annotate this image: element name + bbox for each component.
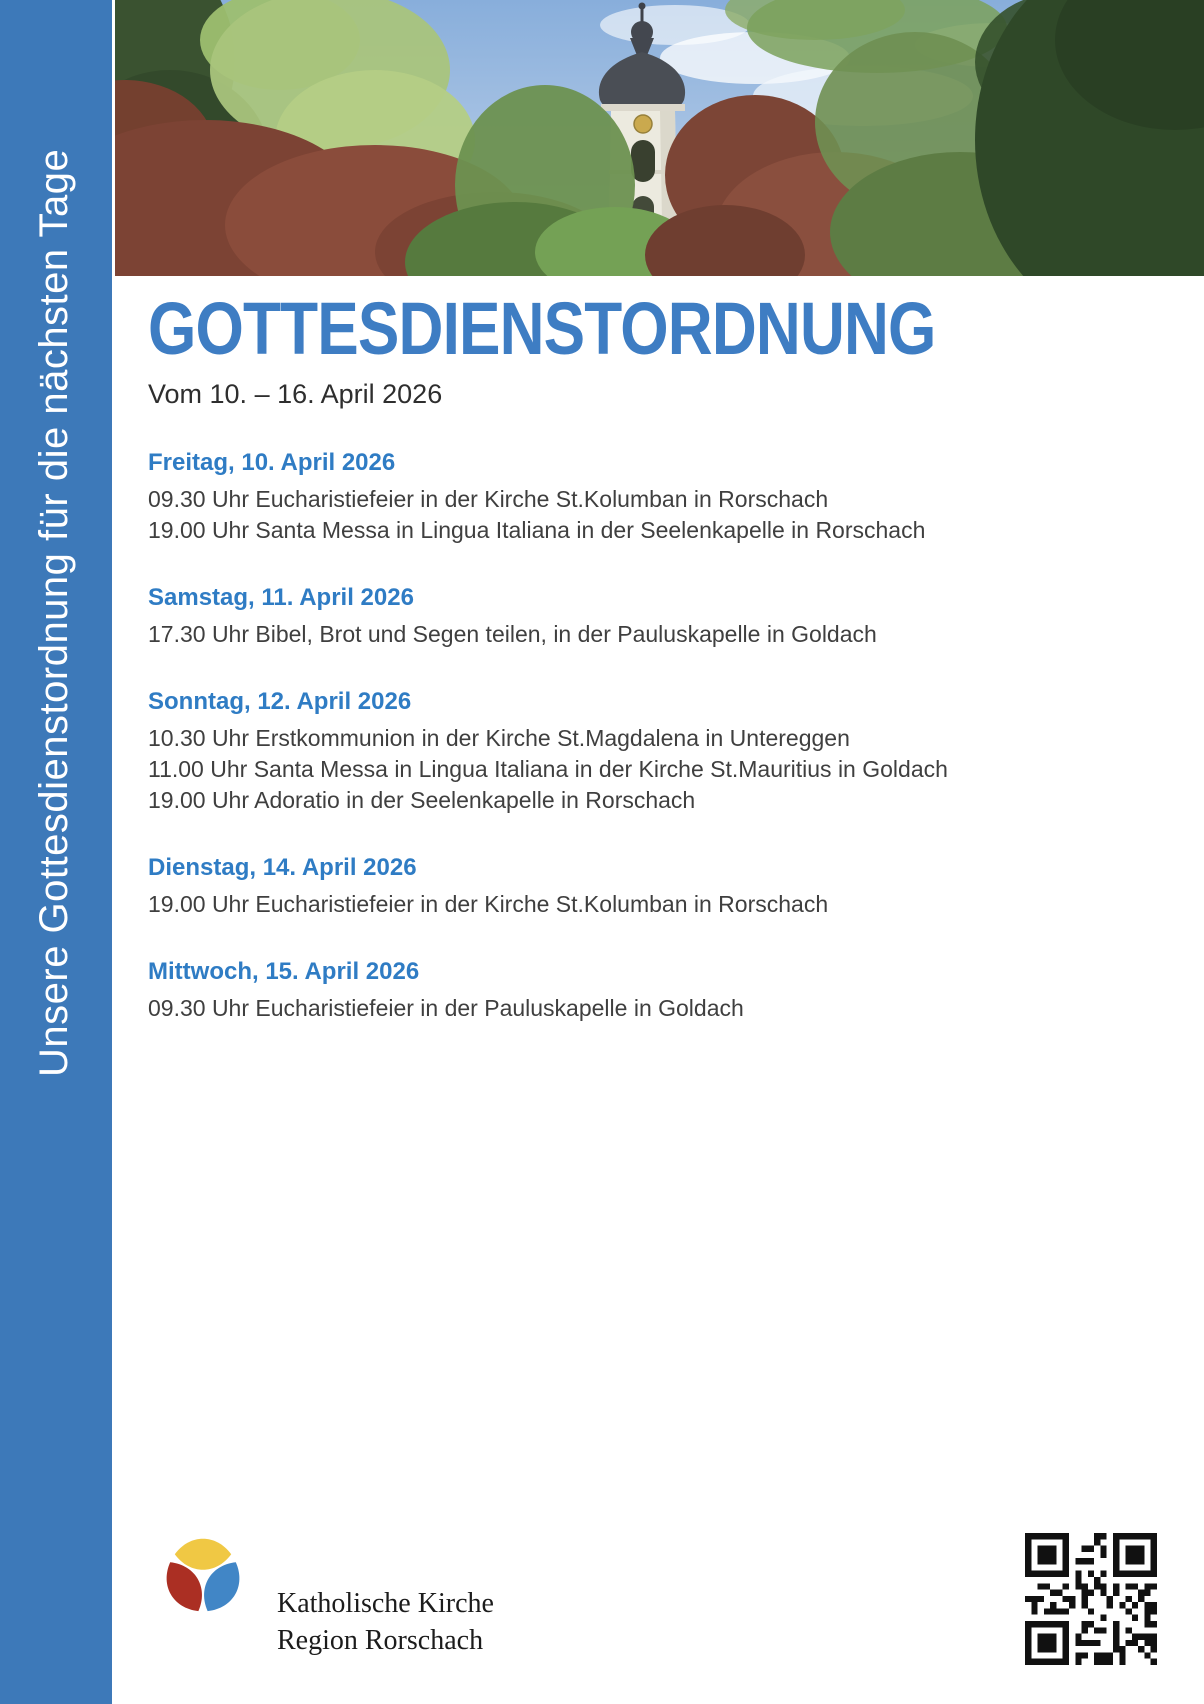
sidebar-vertical-text: Unsere Gottesdienstordnung für die nächsten Tage (32, 148, 76, 1077)
schedule (148, 448, 1088, 1061)
service-entry: 11.00 Uhr Santa Messa in Lingua Italiana in der Kirche St.Mauritius in Goldach (148, 756, 948, 782)
day-heading: Mittwoch, 15. April 2026 (148, 958, 420, 985)
organization-name-line1: Katholische Kirche (277, 1588, 494, 1619)
day-section (148, 853, 1088, 920)
day-heading: Sonntag, 12. April 2026 (148, 688, 412, 715)
organization-name (277, 1585, 494, 1659)
service-entry: 19.00 Uhr Eucharistiefeier in der Kirche St.Kolumban in Rorschach (148, 891, 829, 917)
service-entry: 17.30 Uhr Bibel, Brot und Segen teilen, in der Pauluskapelle in Goldach (148, 621, 877, 647)
church-tower-photo-illustration (115, 0, 1204, 276)
sidebar-band (0, 0, 112, 1704)
day-section (148, 957, 1088, 1024)
day-section (148, 583, 1088, 650)
service-entry: 09.30 Uhr Eucharistiefeier in der Kirche St.Kolumban in Rorschach (148, 486, 829, 512)
service-entry: 19.00 Uhr Adoratio in der Seelenkapelle in Rorschach (148, 787, 696, 813)
service-entry: 10.30 Uhr Erstkommunion in der Kirche St.Magdalena in Untereggen (148, 725, 850, 751)
region-rorschach-logo (156, 1527, 250, 1621)
logo-petal-yellow (175, 1539, 231, 1570)
qr-code (1025, 1533, 1157, 1665)
day-heading: Freitag, 10. April 2026 (148, 449, 396, 476)
page-subtitle: Vom 10. – 16. April 2026 (148, 379, 443, 409)
service-entry: 19.00 Uhr Santa Messa in Lingua Italiana in der Seelenkapelle in Rorschach (148, 517, 926, 543)
header-photo (115, 0, 1204, 276)
page-title: GOTTESDIENSTORDNUNG (148, 287, 936, 370)
day-section (148, 448, 1088, 546)
organization-name-line2: Region Rorschach (277, 1625, 484, 1656)
day-heading: Samstag, 11. April 2026 (148, 584, 414, 611)
service-entry: 09.30 Uhr Eucharistiefeier in der Pauluskapelle in Goldach (148, 995, 744, 1021)
day-section (148, 687, 1088, 816)
day-heading: Dienstag, 14. April 2026 (148, 854, 417, 881)
